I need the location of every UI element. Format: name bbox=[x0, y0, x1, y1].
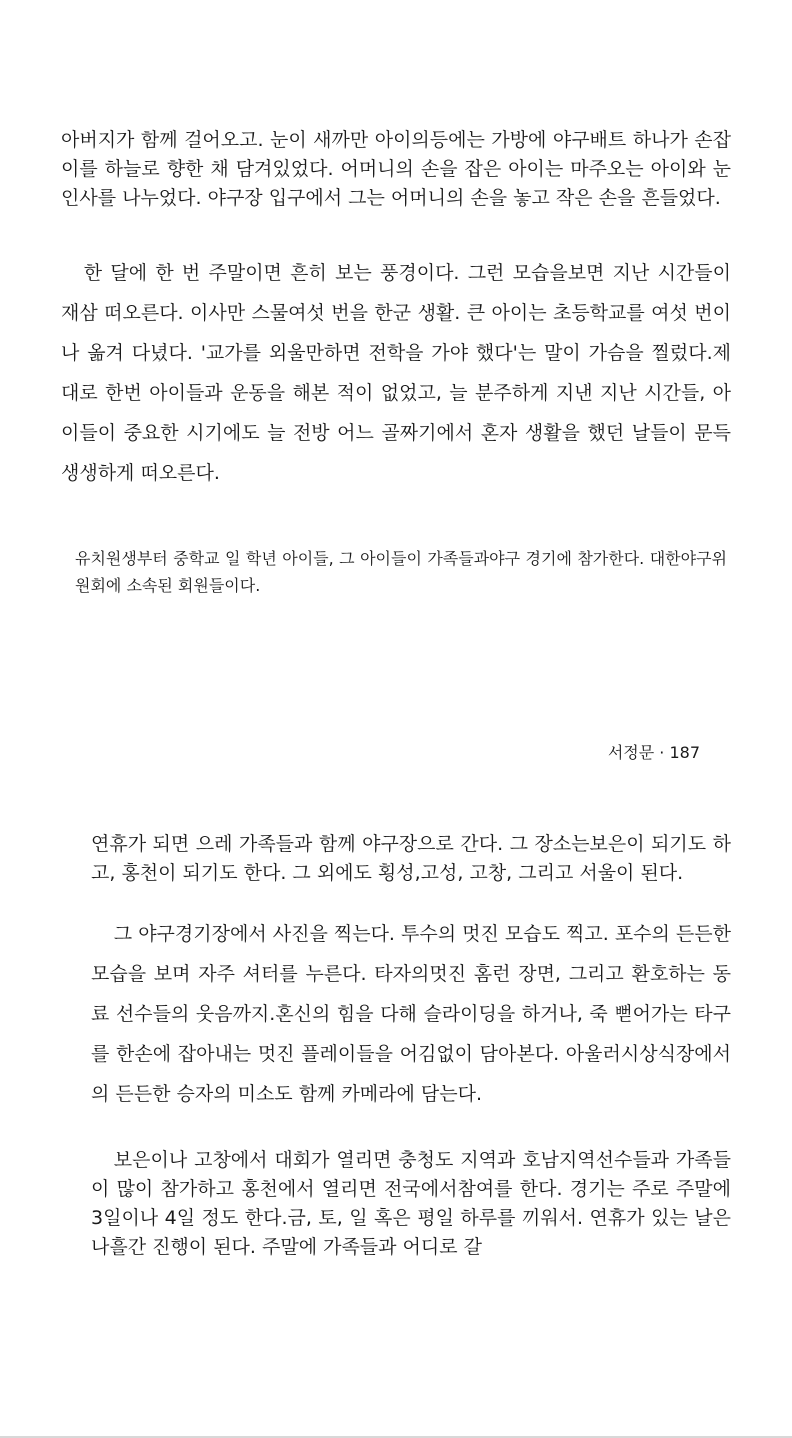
paragraph-taking-photos: 그 야구경기장에서 사진을 찍는다. 투수의 멋진 모습도 찍고. 포수의 든든한 모습을 보며 자주 셔터를 누른다. 타자의멋진 홈런 장면, 그리고 환호하는 동료 선수들의 웃음까지.혼신의 힘을 다해 슬라이딩을 하거나, 죽 뻗어가는 타구를 한손에 잡아내는 멋진 플레이들을 어김없이 담아본다. 아울러시상식장에서의 든든한 승자의 미소도 함께 카메라에 담는다. bbox=[91, 923, 731, 1105]
paragraph-holiday-ballpark: 연휴가 되면 으레 가족들과 함께 야구장으로 간다. 그 장소는보은이 되기도 하고, 홍천이 되기도 한다. 그 외에도 횡성,고성, 고창, 그리고 서울이 된다. bbox=[91, 833, 731, 884]
lower-page bbox=[91, 830, 731, 1262]
photo-caption: 유치원생부터 중학교 일 학년 아이들, 그 아이들이 가족들과야구 경기에 참가한다. 대한야구위원회에 소속된 회원들이다. bbox=[75, 549, 727, 595]
upper-page bbox=[61, 126, 731, 615]
page-footer-author-page-number: 서정문 · 187 bbox=[607, 743, 700, 762]
paragraph-tournaments: 보은이나 고창에서 대회가 열리면 충청도 지역과 호남지역선수들과 가족들이 많이 참가하고 홍천에서 열리면 전국에서참여를 한다. 경기는 주로 주말에 3일이나 4일 정도 한다.금, 토, 일 혹은 평일 하루를 끼워서. 연휴가 있는 날은 나흘간 진행이 된다. 주말에 가족들과 어디로 갈 bbox=[91, 1149, 731, 1258]
paragraph-walk-to-ballpark: 아버지가 함께 걸어오고. 눈이 새까만 아이의등에는 가방에 야구배트 하나가 손잡이를 하늘로 향한 채 담겨있었다. 어머니의 손을 잡은 아이는 마주오는 아이와 눈인사를 나누었다. 야구장 입구에서 그는 어머니의 손을 놓고 작은 손을 흔들었다. bbox=[61, 129, 731, 209]
paragraph-memories: 한 달에 한 번 주말이면 흔히 보는 풍경이다. 그런 모습을보면 지난 시간들이 재삼 떠오른다. 이사만 스물여섯 번을 한군 생활. 큰 아이는 초등학교를 여섯 번이나 옮겨 다녔다. '교가를 외울만하면 전학을 가야 했다'는 말이 가슴을 찔렀다.제대로 한번 아이들과 운동을 해본 적이 없었고, 늘 분주하게 지낸 지난 시간들, 아이들이 중요한 시기에도 늘 전방 어느 골짜기에서 혼자 생활을 했던 날들이 문득 생생하게 떠오른다. bbox=[61, 262, 731, 484]
